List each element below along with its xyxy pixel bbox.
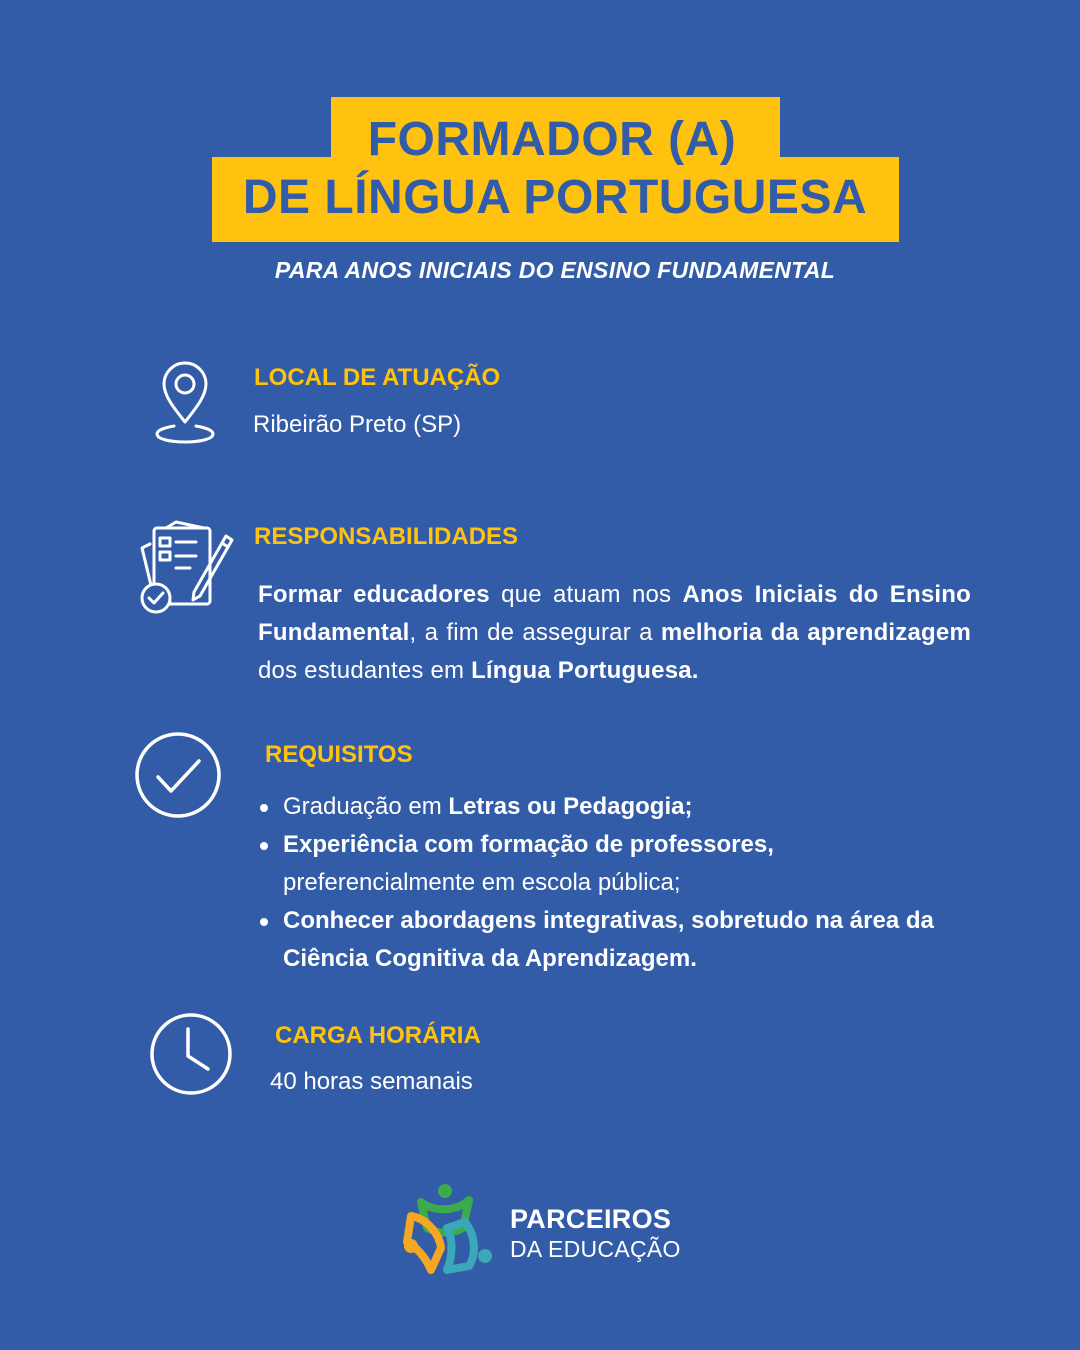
req-regular: preferencialmente em escola pública; [283, 869, 681, 896]
requisitos-title: REQUISITOS [265, 741, 413, 768]
requisitos-list [258, 788, 1018, 978]
logo-line1: PARCEIROS [510, 1204, 672, 1234]
list-item [258, 902, 1018, 978]
checklist-clipboard-icon [136, 518, 236, 618]
carga-text: 40 horas semanais [270, 1068, 473, 1095]
carga-title: CARGA HORÁRIA [275, 1022, 481, 1049]
resp-part: Língua Portuguesa. [471, 657, 699, 684]
req-bold: Conhecer abordagens integrativas, sobretudo na área da Ciência Cognitiva da Aprendizagem. [283, 907, 934, 972]
list-item [258, 788, 1018, 826]
resp-part: melhoria da aprendizagem [660, 619, 971, 646]
req-bold: Letras ou Pedagogia; [448, 793, 693, 820]
resp-part: dos estudantes em [258, 657, 472, 684]
local-title: LOCAL DE ATUAÇÃO [254, 364, 501, 391]
resp-part: Formar educadores [258, 581, 490, 608]
parceiros-logo-icon [403, 1182, 495, 1283]
clock-icon [148, 1011, 234, 1097]
location-pin-icon [152, 360, 218, 446]
logo-line2: DA EDUCAÇÃO [510, 1236, 681, 1262]
resp-part: Anos Iniciais do Ensino Fundamental [258, 581, 971, 646]
resp-part: que atuam nos [489, 581, 683, 608]
responsabilidades-title: RESPONSABILIDADES [254, 523, 519, 550]
local-text: Ribeirão Preto (SP) [253, 411, 462, 438]
page-subtitle: PARA ANOS INICIAIS DO ENSINO FUNDAMENTAL [274, 257, 836, 283]
req-bold: Experiência com formação de professores, [283, 831, 774, 858]
list-item [258, 826, 1018, 902]
logo-text [510, 1204, 681, 1264]
req-regular: Graduação em [283, 793, 449, 820]
page-title-line2: DE LÍNGUA PORTUGUESA [242, 171, 868, 224]
resp-part: , a fim de assegurar a [409, 619, 661, 646]
check-circle-icon [134, 731, 224, 821]
responsabilidades-text [258, 576, 971, 690]
page-title-line1: FORMADOR (A) [367, 113, 737, 166]
